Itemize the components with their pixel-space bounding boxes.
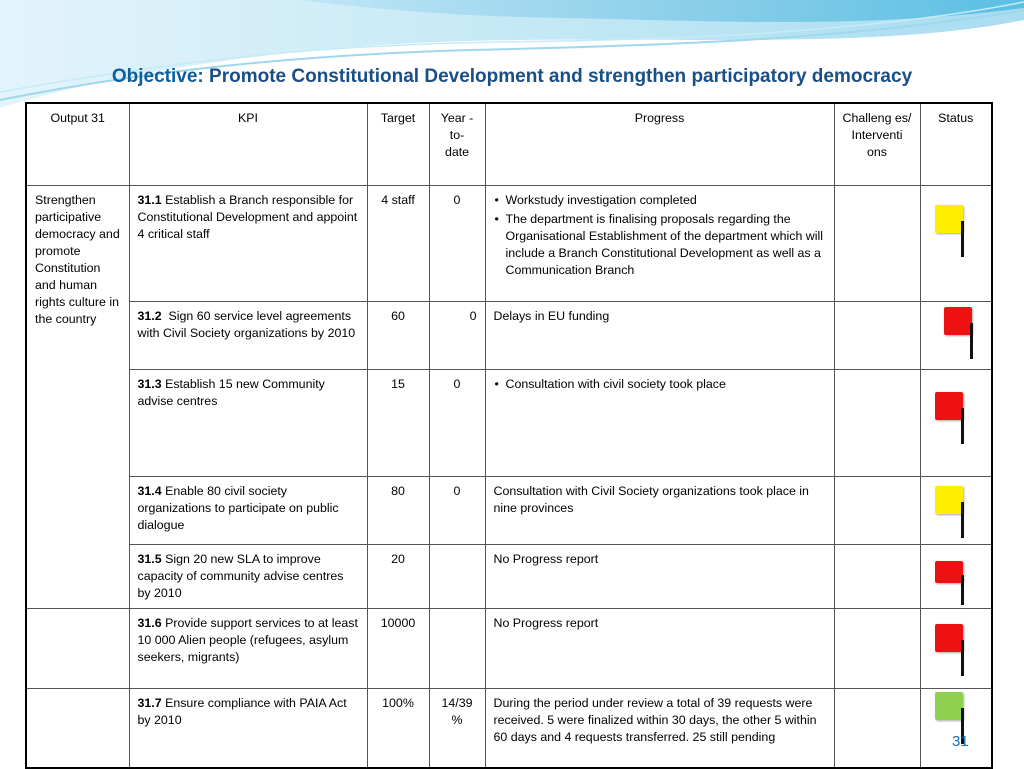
progress-cell: No Progress report <box>485 608 834 688</box>
kpi-cell <box>129 476 367 544</box>
slide-title <box>0 66 1024 88</box>
header-progress: Progress <box>485 103 834 185</box>
header-status: Status <box>920 103 992 185</box>
progress-cell: Delays in EU funding <box>485 301 834 369</box>
target-cell: 100% <box>367 688 429 768</box>
kpi-table <box>25 102 993 769</box>
title-label: Objective: <box>111 66 204 87</box>
status-cell <box>920 369 992 476</box>
kpi-text: Ensure compliance with PAIA Act by 2010 <box>137 695 347 727</box>
kpi-number: 31.7 <box>137 695 162 710</box>
target-cell: 80 <box>367 476 429 544</box>
header-year-to-date: Year -to- date <box>429 103 485 185</box>
target-cell: 10000 <box>367 608 429 688</box>
target-cell: 60 <box>367 301 429 369</box>
kpi-cell <box>129 608 367 688</box>
table-row <box>26 688 992 768</box>
target-cell: 15 <box>367 369 429 476</box>
kpi-text: Sign 20 new SLA to improve capacity of community advise centres by 2010 <box>137 551 344 600</box>
ytd-cell <box>429 544 485 608</box>
progress-cell <box>485 369 834 476</box>
red-flag-icon <box>944 307 976 359</box>
table-row <box>26 301 992 369</box>
kpi-cell <box>129 185 367 301</box>
yellow-flag-icon <box>935 205 967 257</box>
page-number: 31 <box>952 733 969 750</box>
progress-item: • Workstudy investigation completed <box>506 192 826 209</box>
header-wave-decoration <box>0 0 1024 110</box>
progress-cell: Consultation with Civil Society organizations took place in nine provinces <box>485 476 834 544</box>
header-row <box>26 103 992 185</box>
table-row <box>26 369 992 476</box>
red-flag-icon <box>935 624 967 676</box>
target-cell: 20 <box>367 544 429 608</box>
objective-cell-empty <box>26 688 129 768</box>
target-cell: 4 staff <box>367 185 429 301</box>
progress-cell <box>485 185 834 301</box>
progress-list <box>494 192 826 279</box>
challenges-cell <box>834 608 920 688</box>
kpi-cell <box>129 369 367 476</box>
ytd-cell: 0 <box>429 185 485 301</box>
kpi-text: Establish a Branch responsible for Constitutional Development and appoint 4 critical staff <box>137 192 358 241</box>
kpi-text: Provide support services to at least 10 000 Alien people (refugees, asylum seekers, migrants) <box>137 615 358 664</box>
challenges-cell <box>834 185 920 301</box>
challenges-cell <box>834 688 920 768</box>
progress-item: • Consultation with civil society took place <box>506 376 826 393</box>
kpi-number: 31.1 <box>137 192 162 207</box>
kpi-number: 31.4 <box>137 483 162 498</box>
kpi-cell <box>129 301 367 369</box>
red-flag-icon <box>935 561 967 605</box>
ytd-cell: 0 <box>429 476 485 544</box>
status-cell <box>920 301 992 369</box>
table-row <box>26 544 992 608</box>
challenges-cell <box>834 476 920 544</box>
header-challenges: Challeng es/ Interventi ons <box>834 103 920 185</box>
kpi-number: 31.2 <box>137 308 162 323</box>
header-target: Target <box>367 103 429 185</box>
progress-cell: During the period under review a total of 39 requests were received. 5 were finalized within 30 days, the other 5 within 60 days and 4 requests transferred. 25 still pending <box>485 688 834 768</box>
kpi-number: 31.6 <box>137 615 162 630</box>
status-cell <box>920 544 992 608</box>
header-kpi: KPI <box>129 103 367 185</box>
table-row <box>26 476 992 544</box>
progress-item: • The department is finalising proposals regarding the Organisational Establishment of the department which will include a Branch Constitutional Development as well as a Communication Branch <box>506 211 826 279</box>
objective-cell-empty <box>26 608 129 688</box>
progress-cell: No Progress report <box>485 544 834 608</box>
challenges-cell <box>834 301 920 369</box>
table-row <box>26 608 992 688</box>
ytd-cell <box>429 608 485 688</box>
kpi-cell <box>129 688 367 768</box>
progress-list <box>494 376 826 393</box>
objective-cell: Strengthen participative democracy and promote Constitution and human rights culture in the country <box>26 185 129 608</box>
kpi-text: Sign 60 service level agreements with Civil Society organizations by 2010 <box>137 308 356 340</box>
challenges-cell <box>834 369 920 476</box>
kpi-text: Enable 80 civil society organizations to participate on public dialogue <box>137 483 339 532</box>
kpi-cell <box>129 544 367 608</box>
kpi-number: 31.5 <box>137 551 162 566</box>
yellow-flag-icon <box>935 486 967 538</box>
red-flag-icon <box>935 392 967 444</box>
challenges-cell <box>834 544 920 608</box>
header-output: Output 31 <box>26 103 129 185</box>
kpi-text: Establish 15 new Community advise centres <box>137 376 325 408</box>
status-cell <box>920 185 992 301</box>
table-row <box>26 185 992 301</box>
status-cell <box>920 608 992 688</box>
kpi-number: 31.3 <box>137 376 162 391</box>
status-cell <box>920 476 992 544</box>
title-text: Promote Constitutional Development and strengthen participatory democracy <box>209 66 913 87</box>
ytd-cell: 0 <box>429 369 485 476</box>
ytd-cell: 14/39 % <box>429 688 485 768</box>
ytd-cell: 0 <box>429 301 485 369</box>
status-cell <box>920 688 992 768</box>
